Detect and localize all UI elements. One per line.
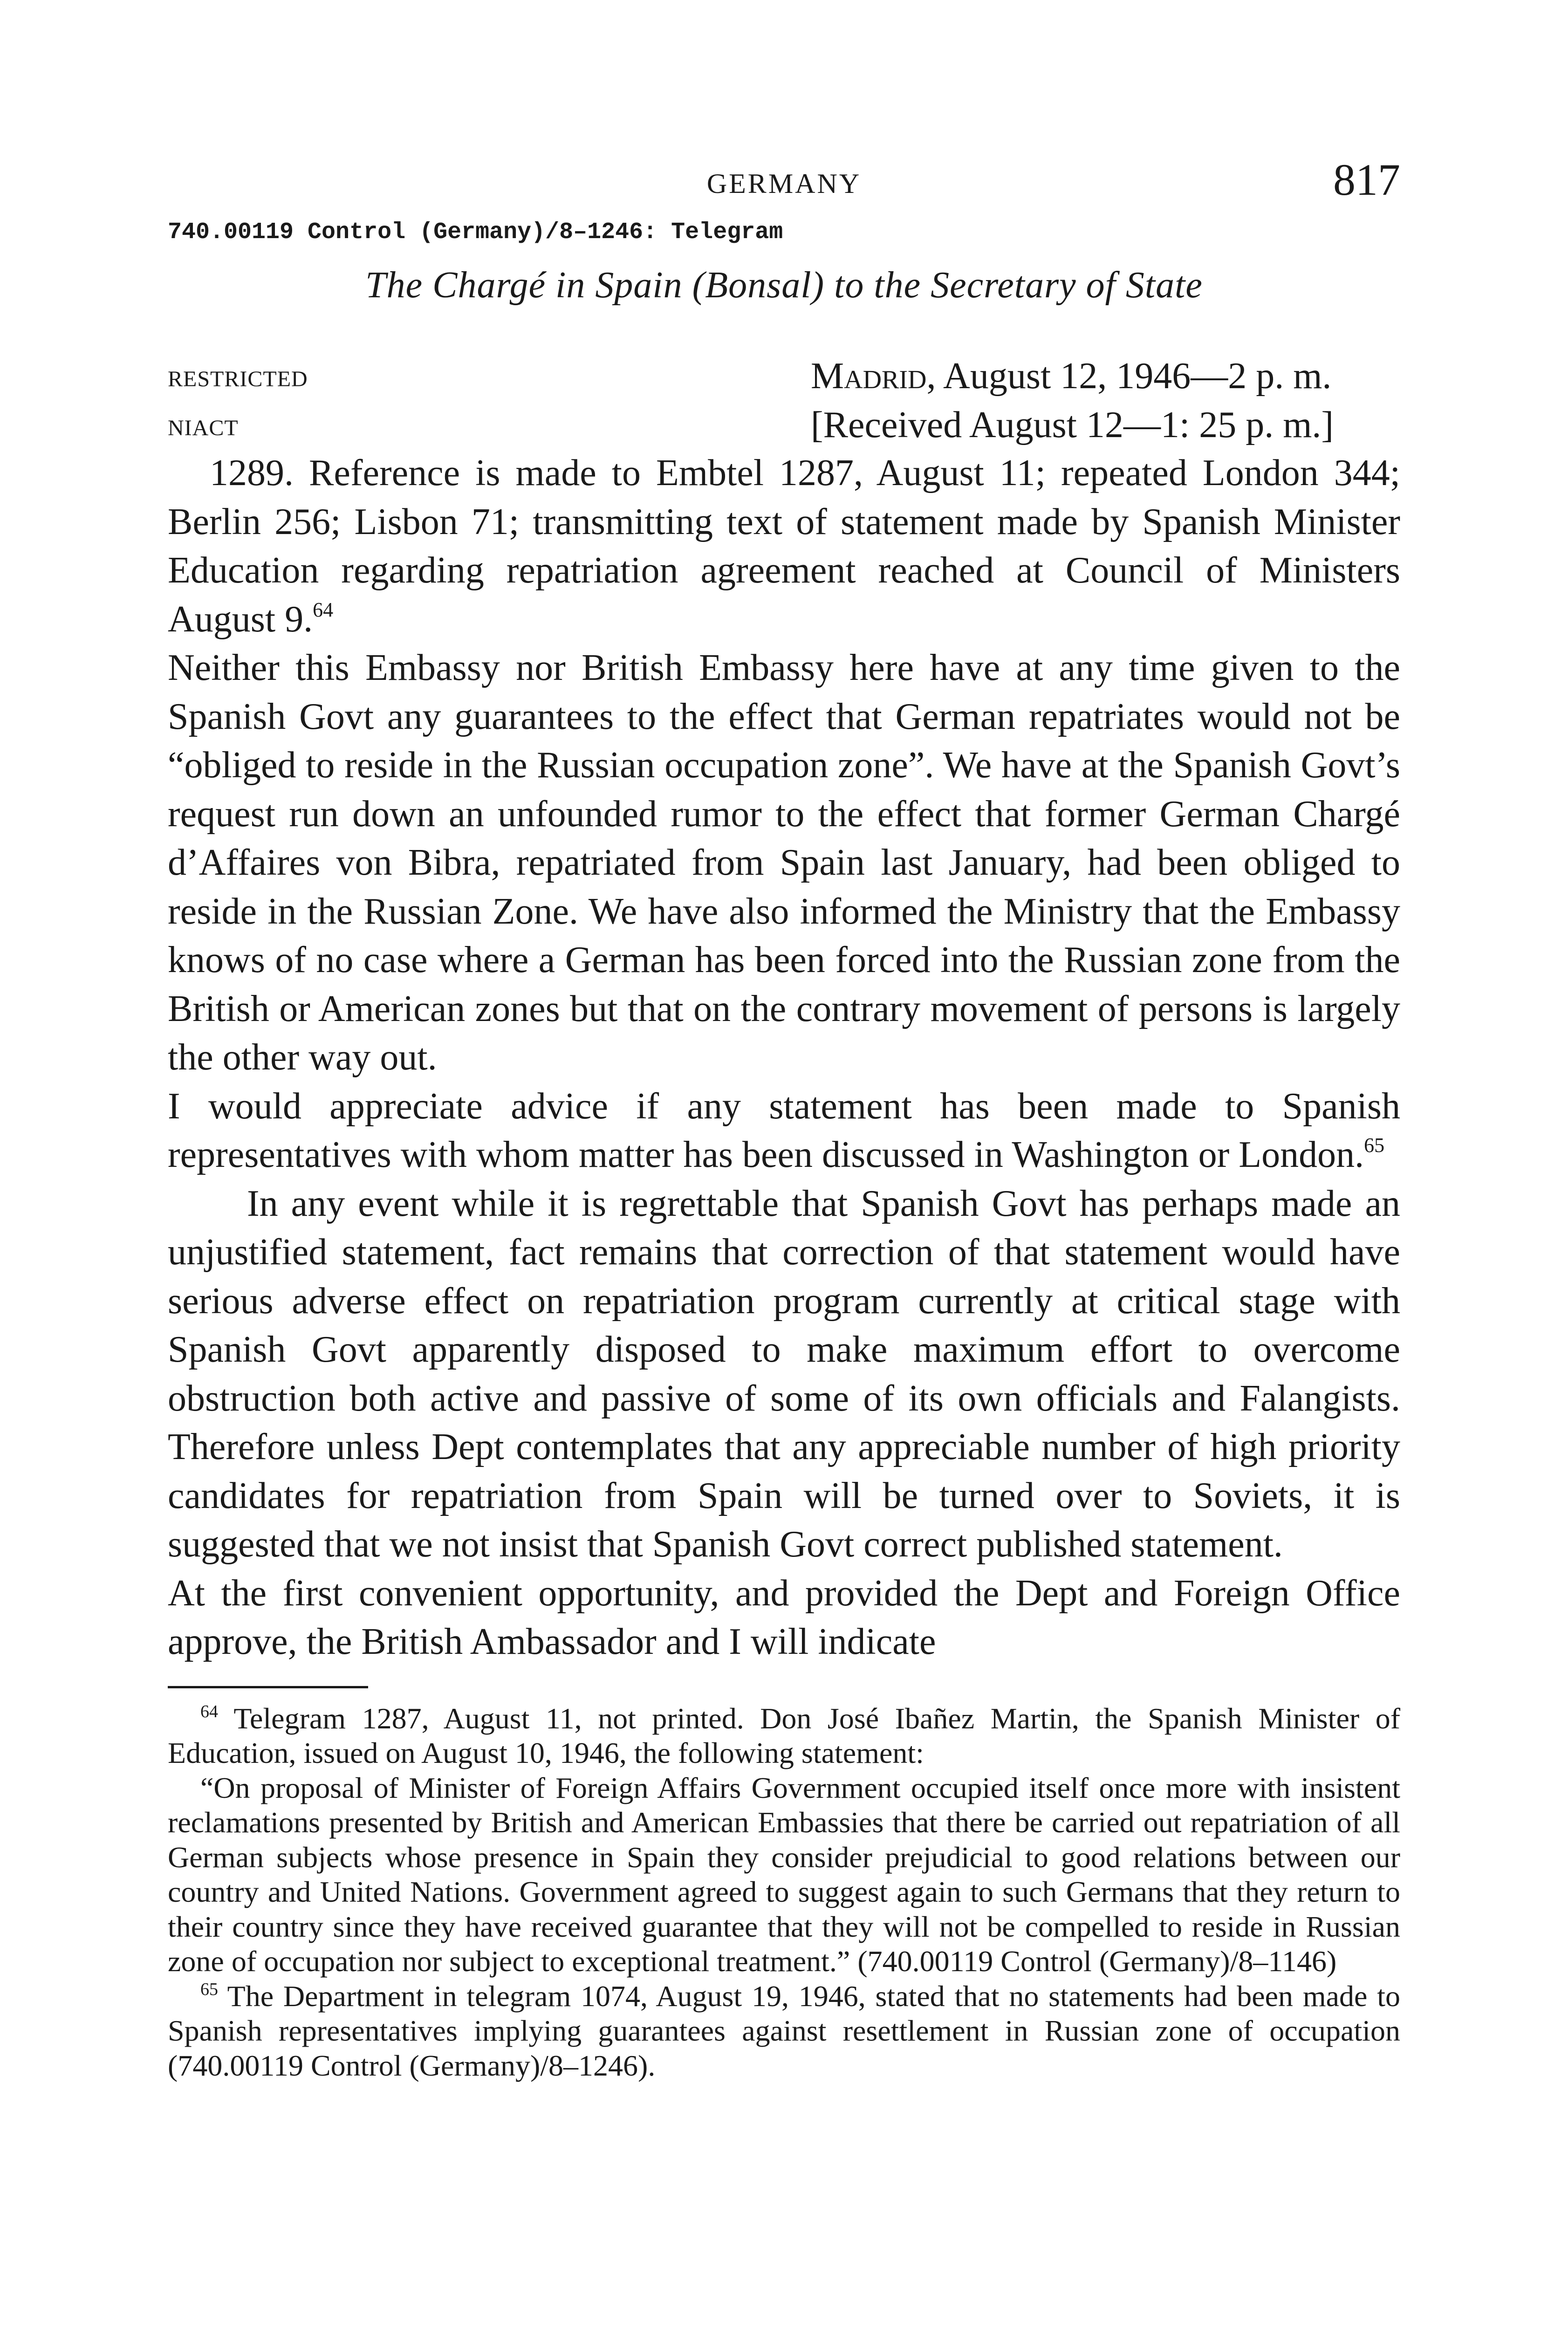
received-line: [Received August 12—1: 25 p. m.] (811, 404, 1334, 445)
telegram-header (168, 351, 1400, 449)
paragraph-3 (168, 1082, 1400, 1179)
document-page (168, 154, 1400, 2083)
dateline-place: Madrid (811, 356, 927, 397)
precedence-label: NIACT (168, 416, 239, 440)
footnote-65 (168, 1979, 1400, 2083)
file-number: 740.00119 Control (Germany)/8–1246: Telegram (168, 219, 783, 246)
paragraph-2-text: Neither this Embassy nor British Embassy here have at any time given to the Spanish Govt any guarantees to the effect that German repatriates would not be “obliged to reside in the Russian occupation zone”. We have at the Spanish Govt’s request run down an unfounded rumor to the effect that former German Chargé d’Affaires von Bibra, repatriated from Spain last January, had been obliged to reside in the Russian Zone. We have also informed the Ministry that the Embassy knows of no case where a German has been forced into the Russian zone from the British or American zones but that on the contrary movement of persons is largely the other way out. (168, 647, 1400, 1078)
running-title: GERMANY (706, 168, 862, 199)
running-head (168, 154, 1400, 205)
page-number: 817 (1333, 155, 1400, 205)
footnote-64-quote-text: “On proposal of Minister of Foreign Affairs Government occupied itself once more with insistent reclamations presented by British and American Embassies that there be carried out repatriation of all German subjects whose presence in Spain they consider prejudicial to good relations between our country and United Nations. Government agreed to suggest again to such Germans that they return to their country since they have received guarantee that they will not be compelled to reside in Russian zone of occupation nor subject to exceptional treatment.” (740.00119 Control (Germany)/8–1146) (168, 1771, 1400, 1978)
paragraph-5 (168, 1569, 1400, 1666)
footnote-64 (168, 1701, 1400, 1771)
footnote-65-text: The Department in telegram 1074, August 19, 1946, stated that no statements had been made to Spanish representatives implying guarantees against resettlement in Russian zone of occupation (740.00119 Control (Germany)/8–1246). (168, 1979, 1400, 2082)
paragraph-4 (168, 1179, 1400, 1569)
footnote-64-text: Telegram 1287, August 11, not printed. Don José Ibañez Martin, the Spanish Minister of Education, issued on August 10, 1946, the following statement: (168, 1701, 1400, 1769)
classification-label: RESTRICTED (168, 367, 308, 391)
paragraph-5-text: At the first convenient opportunity, and provided the Dept and Foreign Office approve, the British Ambassador and I will indicate (168, 1572, 1400, 1662)
footnote-64-mark: 64 (200, 1701, 218, 1721)
telegram-header-row-1 (168, 351, 1400, 397)
paragraph-1-text: 1289. Reference is made to Embtel 1287, August 11; repeated London 344; Berlin 256; Lisbon 71; transmitting text of statement made by Spanish Minister Education regarding repatriation agreement reached at Council of Ministers August 9. (168, 452, 1400, 640)
footnotes (168, 1701, 1400, 2083)
telegram-header-row-2 (168, 400, 1400, 446)
footnote-65-mark: 65 (200, 1979, 218, 1999)
footnote-divider (168, 1686, 368, 1688)
sent-dateline (811, 355, 1331, 397)
paragraph-1 (168, 449, 1400, 644)
dateline-date: , August 12, 1946—2 p. m. (926, 356, 1332, 397)
telegram-body (168, 449, 1400, 1666)
paragraph-2 (168, 644, 1400, 1082)
document-title: The Chargé in Spain (Bonsal) to the Secretary of State (365, 265, 1203, 306)
footnote-64-quote (168, 1771, 1400, 1979)
footnote-ref-64[interactable]: 64 (313, 598, 334, 621)
footnote-ref-65[interactable]: 65 (1364, 1134, 1385, 1157)
paragraph-3-text: I would appreciate advice if any statement has been made to Spanish representatives with whom matter has been discussed in Washington or London. (168, 1085, 1400, 1175)
paragraph-4-text: In any event while it is regrettable that Spanish Govt has perhaps made an unjustified statement, fact remains that correction of that statement would have serious adverse effect on repatriation program currently at critical stage with Spanish Govt apparently disposed to make maximum effort to overcome obstruction both active and passive of some of its own officials and Falangists. Therefore unless Dept contemplates that any appreciable number of high priority candidates for repatriation from Spain will be turned over to Soviets, it is suggested that we not insist that Spanish Govt correct published statement. (168, 1183, 1400, 1565)
